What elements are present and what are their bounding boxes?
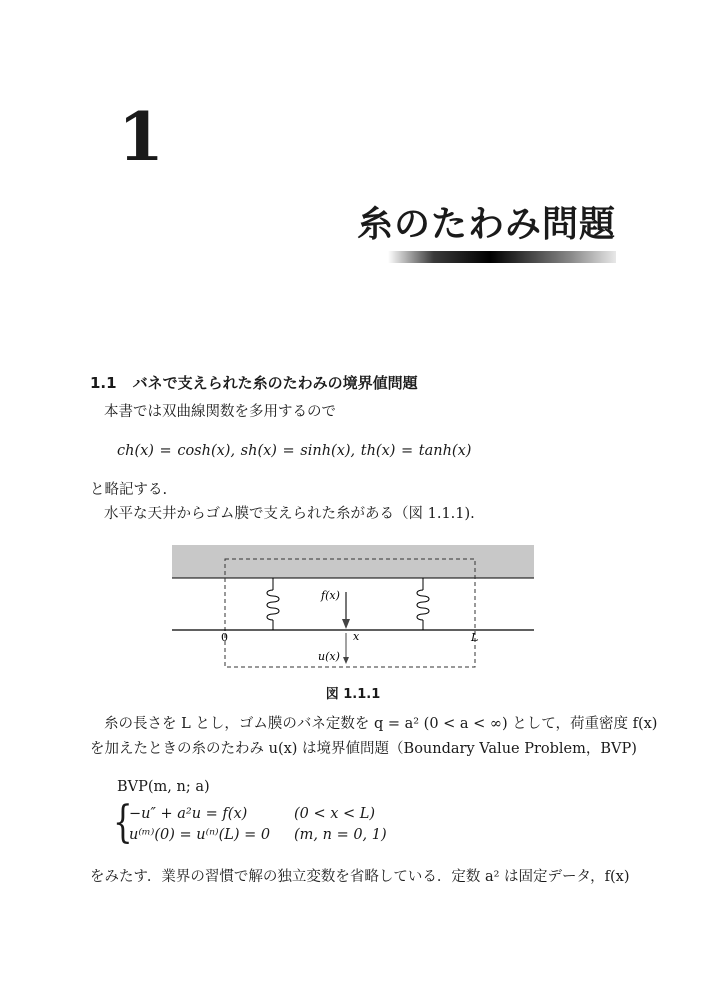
paragraph-4-line-2: を加えたときの糸のたわみ u(x) は境界値問題（Boundary Value Problem，BVP) <box>90 741 637 757</box>
paragraph-3: 水平な天井からゴム膜で支えられた糸がある（図 1.1.1). <box>104 506 475 522</box>
label-origin: 0 <box>221 631 228 644</box>
paragraph-4-line-1: 糸の長さを L とし，ゴム膜のバネ定数を q = a² (0 < a < ∞) として，荷重密度 f(x) <box>104 716 658 732</box>
paragraph-1: 本書では双曲線関数を多用するので <box>104 404 336 420</box>
chapter-title-bar <box>388 251 616 263</box>
load-arrow <box>342 592 350 629</box>
figure-caption: 図 1.1.1 <box>325 687 381 702</box>
bvp-equation-1: −u″ + a²u = f(x) <box>129 806 248 822</box>
label-x: x <box>353 630 360 643</box>
section-number: 1.1 <box>90 374 117 392</box>
ceiling-block <box>172 545 534 578</box>
bvp-brace: { <box>113 797 133 848</box>
equation-hyperbolic: ch(x) = cosh(x), sh(x) = sinh(x), th(x) = tanh(x) <box>117 443 472 459</box>
paragraph-2: と略記する. <box>90 482 168 498</box>
deflection-arrow <box>343 633 349 664</box>
chapter-title: 糸のたわみ問題 <box>356 204 616 245</box>
label-f: f(x) <box>321 589 340 602</box>
bvp-condition-2: (m, n = 0, 1) <box>294 827 387 843</box>
section-heading <box>90 376 418 391</box>
left-spring <box>267 578 279 630</box>
label-u: u(x) <box>318 650 340 663</box>
bvp-condition-1: (0 < x < L) <box>294 806 376 822</box>
figure-spring-string <box>170 543 536 671</box>
bvp-label: BVP(m, n; a) <box>117 779 210 795</box>
bvp-equation-2: u⁽ᵐ⁾(0) = u⁽ⁿ⁾(L) = 0 <box>129 827 271 843</box>
right-spring <box>417 578 429 630</box>
chapter-number: 1 <box>118 98 164 176</box>
label-L: L <box>471 631 479 644</box>
paragraph-5: をみたす．業界の習慣で解の独立変数を省略している．定数 a² は固定データ，f(x) <box>90 869 630 885</box>
section-title: バネで支えられた糸のたわみの境界値問題 <box>132 374 418 392</box>
